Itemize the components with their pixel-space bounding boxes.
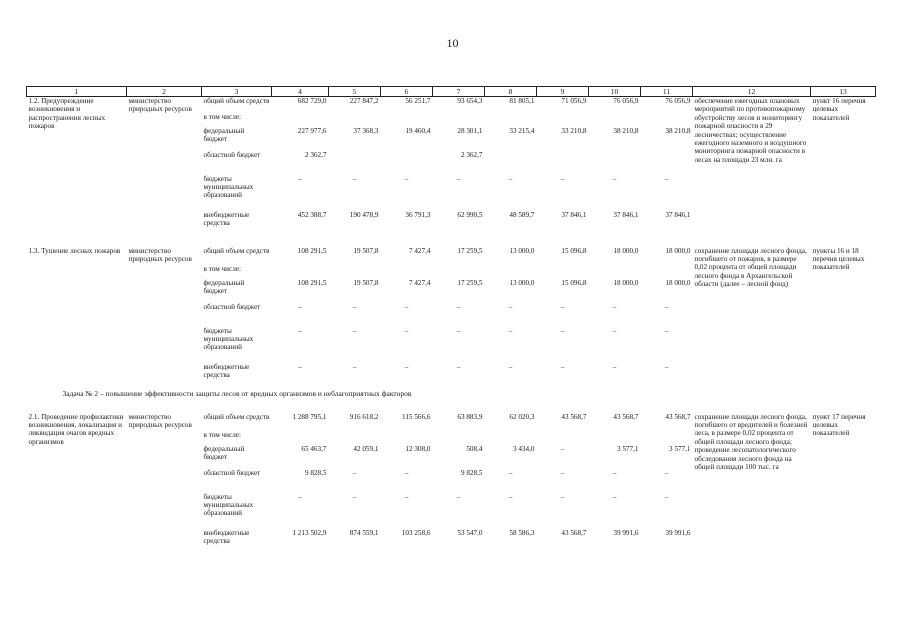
program-table [26, 86, 876, 549]
amount-cell: – [560, 492, 565, 501]
amount-cell: – [298, 492, 302, 501]
amount-cell: 63 883,9 [457, 412, 483, 421]
target-indicator: пункты 16 и 18 перечня целевых показателей [812, 246, 865, 272]
amount-cell: 53 547,0 [457, 528, 483, 537]
amount-cell: 76 056,9 [613, 97, 639, 105]
amount-cell [485, 113, 537, 127]
column-number: 9 [537, 87, 589, 97]
amount-cell: 37 846,1 [561, 210, 587, 219]
amount-cell: – [612, 492, 617, 501]
measure-name: 2.1. Проведение профилактики возникновения, локализация и ликвидация очагов вредных организмов [28, 412, 124, 446]
amount-cell: 7 427,4 [408, 278, 431, 287]
amount-cell: 3 434,0 [512, 444, 535, 453]
funding-source: общий объем средств [203, 246, 270, 255]
amount-cell: – [352, 468, 357, 477]
table-row [27, 97, 876, 113]
amount-cell: 9 828,5 [304, 468, 327, 477]
amount-cell: – [456, 174, 461, 183]
amount-cell: – [612, 326, 617, 335]
amount-cell [329, 431, 381, 445]
amount-cell: – [560, 444, 565, 453]
amount-cell [641, 113, 693, 127]
amount-cell: 28 301,1 [457, 126, 483, 135]
amount-cell: 15 096,8 [561, 278, 587, 287]
funding-source: общий объем средств [203, 97, 270, 105]
amount-cell: – [560, 468, 565, 477]
amount-cell [433, 265, 485, 279]
amount-cell: 37 368,3 [353, 126, 379, 135]
column-number: 2 [127, 87, 202, 97]
measure-name: 1.2. Предупреждение возникновения и распространения лесных пожаров [28, 97, 106, 131]
amount-cell [485, 431, 537, 445]
funding-source: областной бюджет [203, 468, 261, 477]
amount-cell [485, 151, 537, 175]
amount-cell: – [664, 174, 669, 183]
amount-cell: – [404, 492, 409, 501]
amount-cell: – [508, 492, 513, 501]
amount-cell: 62 990,5 [457, 210, 483, 219]
amount-cell: – [404, 468, 409, 477]
amount-cell: 81 805,1 [509, 97, 535, 105]
amount-cell: – [404, 174, 409, 183]
amount-cell: – [404, 326, 409, 335]
amount-cell: 874 559,1 [349, 528, 379, 537]
amount-cell [381, 431, 433, 445]
amount-cell: – [612, 362, 617, 371]
amount-cell: 115 566,6 [402, 412, 431, 421]
amount-cell [537, 431, 589, 445]
amount-cell: 7 427,4 [408, 246, 431, 255]
target-indicator: пункт 16 перечня целевых показателей [812, 97, 866, 122]
amount-cell [589, 151, 641, 175]
amount-cell: – [456, 302, 461, 311]
funding-source: областной бюджет [203, 150, 261, 159]
spacer [27, 233, 876, 247]
amount-cell: 15 096,8 [561, 246, 587, 255]
amount-cell [272, 431, 329, 445]
amount-cell [537, 151, 589, 175]
amount-cell [641, 265, 693, 279]
amount-cell [433, 431, 485, 445]
executor: министерство природных ресурсов [128, 97, 192, 114]
amount-cell: – [456, 362, 461, 371]
amount-cell: 18 000,0 [613, 246, 639, 255]
amount-cell: 37 846,1 [613, 210, 639, 219]
amount-cell: – [612, 174, 617, 183]
amount-cell: – [352, 174, 357, 183]
amount-cell: 227 847,2 [349, 97, 379, 105]
amount-cell [641, 151, 693, 175]
expected-result: обеспечение ежегодных плановых мероприятий по противопожарному обустройству лесов и мониторингу пожарной опасности в 29 лесничествах; осуществление ежегодного наземного и воздушного мониторинга пожарной опасности в лесах на площади 23 млн. га [694, 97, 807, 164]
amount-cell: – [508, 468, 513, 477]
amount-cell: 43 568,7 [665, 412, 691, 421]
task-heading-row [27, 387, 876, 403]
column-number: 8 [485, 87, 537, 97]
amount-cell: – [352, 362, 357, 371]
amount-cell: – [612, 468, 617, 477]
amount-cell [329, 113, 381, 127]
amount-cell: 39 991,6 [665, 528, 691, 537]
amount-cell: – [298, 302, 302, 311]
amount-cell [381, 265, 433, 279]
amount-cell: 65 463,7 [301, 444, 327, 453]
amount-cell: 93 654,3 [457, 97, 483, 105]
amount-cell: 48 589,7 [509, 210, 535, 219]
column-number: 1 [27, 87, 127, 97]
amount-cell: 916 618,2 [349, 412, 379, 421]
amount-cell: 3 577,1 [616, 444, 639, 453]
amount-cell: 58 586,3 [509, 528, 535, 537]
task-heading: Задача № 2 – повышение эффективности защиты лесов от вредных организмов и неблагоприятных факторов [62, 389, 412, 399]
amount-cell [381, 151, 433, 175]
amount-cell: 76 056,9 [665, 97, 691, 105]
amount-cell: 108 291,5 [297, 246, 327, 255]
funding-source: федеральный бюджет [203, 126, 245, 143]
spacer-row [27, 233, 876, 247]
amount-cell: 17 259,5 [457, 278, 483, 287]
amount-cell: – [456, 326, 461, 335]
executor: министерство природных ресурсов [128, 246, 192, 263]
amount-cell: 43 568,7 [561, 528, 587, 537]
amount-cell [433, 113, 485, 127]
amount-cell: – [508, 302, 513, 311]
amount-cell [589, 113, 641, 127]
amount-cell: 38 210,8 [665, 126, 691, 135]
amount-cell: 39 991,6 [613, 528, 639, 537]
funding-source: в том числе: [203, 264, 241, 273]
amount-cell: 43 568,7 [613, 412, 639, 421]
amount-cell [589, 431, 641, 445]
amount-cell: – [298, 326, 302, 335]
expected-result: сохранение площади лесного фонда, погибшего от вредителей и болезней леса, в размере 0,02 процента от общей площади лесного фонда; проведение лесопатологического обследования лесного фонда на общей площади 100 тыс. га [694, 412, 808, 471]
amount-cell [381, 113, 433, 127]
spacer [27, 403, 876, 413]
amount-cell: 36 791,3 [405, 210, 431, 219]
amount-cell: 37 846,1 [665, 210, 691, 219]
column-number: 13 [811, 87, 876, 97]
column-number: 7 [433, 87, 485, 97]
amount-cell: – [560, 362, 565, 371]
amount-cell: – [352, 326, 357, 335]
amount-cell: – [560, 326, 565, 335]
amount-cell: 19 507,8 [353, 246, 379, 255]
amount-cell: 19 507,8 [353, 278, 379, 287]
amount-cell [485, 265, 537, 279]
funding-source: в том числе: [203, 112, 241, 121]
funding-source: в том числе: [203, 430, 241, 439]
amount-cell: – [508, 362, 513, 371]
amount-cell: – [560, 302, 565, 311]
column-number: 4 [272, 87, 329, 97]
amount-cell: – [664, 302, 669, 311]
amount-cell: – [404, 302, 409, 311]
funding-source: бюджеты муниципальных образований [203, 492, 254, 518]
column-number-row [27, 87, 876, 97]
amount-cell [272, 265, 329, 279]
amount-cell: 508,4 [466, 444, 483, 453]
column-number: 6 [381, 87, 433, 97]
funding-source: федеральный бюджет [203, 278, 245, 295]
column-number: 10 [589, 87, 641, 97]
amount-cell: 452 388,7 [297, 210, 327, 219]
table-row [27, 247, 876, 265]
amount-cell: 12 308,0 [405, 444, 431, 453]
amount-cell: 13 000,0 [509, 278, 535, 287]
amount-cell: 2 362,7 [304, 150, 327, 159]
column-number: 5 [329, 87, 381, 97]
amount-cell: 33 210,8 [561, 126, 587, 135]
amount-cell: – [298, 362, 302, 371]
funding-source: внебюджетные средства [203, 362, 250, 379]
amount-cell: – [664, 326, 669, 335]
amount-cell: 62 020,3 [509, 412, 535, 421]
amount-cell: – [456, 492, 461, 501]
amount-cell [589, 265, 641, 279]
page-number: 10 [446, 36, 459, 50]
amount-cell: 18 000,0 [665, 278, 691, 287]
funding-source: бюджеты муниципальных образований [203, 174, 254, 200]
column-number: 12 [693, 87, 811, 97]
amount-cell [329, 151, 381, 175]
amount-cell: 682 729,0 [297, 97, 327, 105]
amount-cell: – [560, 174, 565, 183]
funding-source: бюджеты муниципальных образований [203, 326, 254, 352]
amount-cell: 43 568,7 [561, 412, 587, 421]
column-number: 3 [202, 87, 272, 97]
amount-cell: 38 210,8 [613, 126, 639, 135]
measure-name: 1.3. Тушение лесных пожаров [28, 246, 121, 255]
amount-cell: 42 059,1 [353, 444, 379, 453]
column-number: 11 [641, 87, 693, 97]
amount-cell: 71 056,9 [561, 97, 587, 105]
amount-cell: – [508, 326, 513, 335]
amount-cell: 19 460,4 [405, 126, 431, 135]
amount-cell: 2 362,7 [460, 150, 483, 159]
amount-cell: – [664, 468, 669, 477]
amount-cell: 13 000,0 [509, 246, 535, 255]
expected-result: сохранение площади лесного фонда, погибшего от пожаров, в размере 0,02 процента от общей площади лесного фонда в Архангельской области (далее – лесной фонд) [694, 246, 807, 289]
amount-cell: 190 478,9 [349, 210, 379, 219]
amount-cell: – [508, 174, 513, 183]
amount-cell: 3 577,1 [668, 444, 691, 453]
amount-cell: – [404, 362, 409, 371]
amount-cell: 17 259,5 [457, 246, 483, 255]
amount-cell: 9 828,5 [460, 468, 483, 477]
amount-cell: 1 288 795,1 [292, 412, 327, 421]
amount-cell [537, 113, 589, 127]
amount-cell: – [664, 362, 669, 371]
funding-source: внебюджетные средства [203, 210, 250, 227]
amount-cell: – [352, 302, 357, 311]
amount-cell: 33 215,4 [509, 126, 535, 135]
table-row [27, 413, 876, 431]
amount-cell: – [612, 302, 617, 311]
executor: министерство природных ресурсов [128, 412, 192, 429]
amount-cell [537, 265, 589, 279]
amount-cell: – [298, 174, 302, 183]
amount-cell: 1 213 502,9 [292, 528, 327, 537]
amount-cell: 227 977,6 [297, 126, 327, 135]
amount-cell [272, 113, 329, 127]
amount-cell: 18 000,0 [665, 246, 691, 255]
target-indicator: пункт 17 перечня целевых показателей [812, 412, 866, 438]
amount-cell [329, 265, 381, 279]
amount-cell: 18 000,0 [613, 278, 639, 287]
amount-cell: – [352, 492, 357, 501]
funding-source: внебюджетные средства [203, 528, 250, 545]
amount-cell: 103 258,6 [401, 528, 431, 537]
funding-source: федеральный бюджет [203, 444, 245, 461]
amount-cell: – [664, 492, 669, 501]
amount-cell: 108 291,5 [297, 278, 327, 287]
funding-source: общий объем средств [203, 412, 270, 421]
amount-cell: 56 251,7 [405, 97, 431, 105]
spacer-row [27, 403, 876, 413]
funding-source: областной бюджет [203, 302, 261, 311]
amount-cell [641, 431, 693, 445]
